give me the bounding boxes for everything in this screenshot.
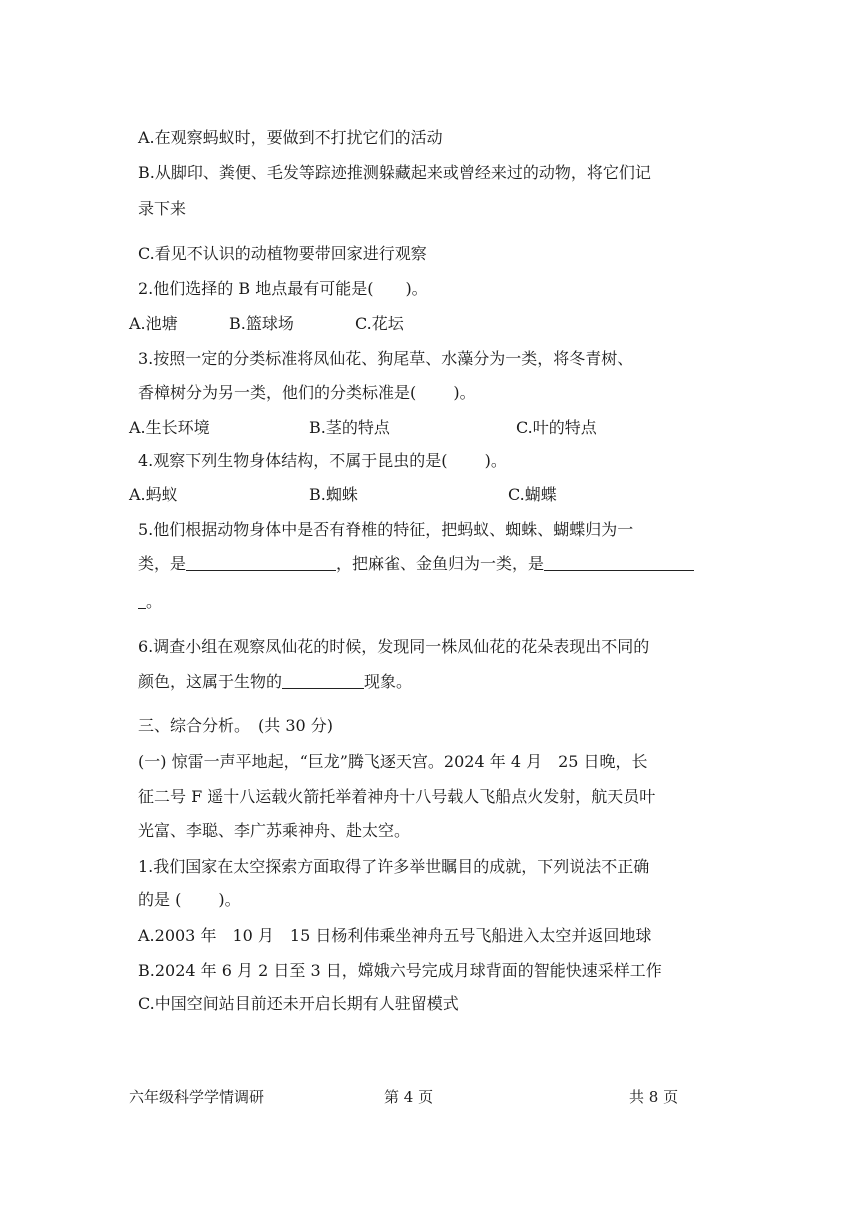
p3-q1-stem-line1: 1.我们国家在太空探索方面取得了许多举世瞩目的成就，下列说法不正确 xyxy=(138,857,650,876)
q5-text-a: 类，是 xyxy=(138,554,187,573)
passage-line2: 征二号 F 遥十八运载火箭托举着神舟十八号载人飞船点火发射，航天员叶 xyxy=(138,787,656,806)
p3-q1-stem-line2: 的是 ( )。 xyxy=(138,890,241,909)
answer-blank-tail xyxy=(138,592,146,609)
p3-q1-option-b: B.2024 年 6 月 2 日至 3 日，嫦娥六号完成月球背面的智能快速采样工作 xyxy=(138,961,662,980)
q1-option-c: C.看见不认识的动植物要带回家进行观察 xyxy=(138,244,427,263)
q3-stem-line1: 3.按照一定的分类标准将凤仙花、狗尾草、水藻分为一类，将冬青树、 xyxy=(138,349,634,368)
q3-option-a: A.生长环境 xyxy=(129,418,210,437)
section-heading: 三、综合分析。 (共 30 分) xyxy=(138,716,334,735)
answer-blank xyxy=(186,554,336,571)
q4-option-a: A.蚂蚁 xyxy=(129,485,178,504)
q4-option-c: C.蝴蝶 xyxy=(508,485,557,504)
passage-line1: (一) 惊雷一声平地起，“巨龙”腾飞逐天宫。2024 年 4 月 25 日晚，长 xyxy=(138,752,648,771)
q2-stem: 2.他们选择的 B 地点最有可能是( )。 xyxy=(138,279,428,298)
q5-end-punct: 。 xyxy=(146,592,163,611)
p3-q1-option-c: C.中国空间站目前还未开启长期有人驻留模式 xyxy=(138,994,459,1013)
q1-option-a: A.在观察蚂蚁时，要做到不打扰它们的活动 xyxy=(138,128,443,147)
footer-page-number: 第 4 页 xyxy=(384,1088,434,1106)
q6-line2 xyxy=(138,671,412,693)
q3-option-c: C.叶的特点 xyxy=(516,418,597,437)
passage-line3: 光富、李聪、李广苏乘神舟、赴太空。 xyxy=(138,821,411,840)
q5-text-b: ，把麻雀、金鱼归为一类，是 xyxy=(336,554,545,573)
q6-text-b: 现象。 xyxy=(364,672,413,691)
answer-blank xyxy=(282,672,364,689)
q2-option-a: A.池塘 xyxy=(129,314,178,333)
q2-option-c: C.花坛 xyxy=(355,314,404,333)
q5-line3 xyxy=(138,591,162,613)
q1-option-b-line2: 录下来 xyxy=(138,199,187,218)
q6-text-a: 颜色，这属于生物的 xyxy=(138,672,283,691)
q5-line1: 5.他们根据动物身体中是否有脊椎的特征，把蚂蚁、蜘蛛、蝴蝶归为一 xyxy=(138,520,634,539)
answer-blank xyxy=(544,554,694,571)
q6-line1: 6.调查小组在观察凤仙花的时候，发现同一株凤仙花的花朵表现出不同的 xyxy=(138,637,650,656)
q5-line2 xyxy=(138,553,694,575)
footer-total-pages: 共 8 页 xyxy=(629,1088,679,1106)
p3-q1-option-a: A.2003 年 10 月 15 日杨利伟乘坐神舟五号飞船进入太空并返回地球 xyxy=(138,926,652,945)
q2-option-b: B.篮球场 xyxy=(229,314,294,333)
q1-option-b-line1: B.从脚印、粪便、毛发等踪迹推测躲藏起来或曾经来过的动物，将它们记 xyxy=(138,163,651,182)
q4-stem: 4.观察下列生物身体结构，不属于昆虫的是( )。 xyxy=(138,451,507,470)
q4-option-b: B.蜘蛛 xyxy=(309,485,358,504)
footer-title: 六年级科学学情调研 xyxy=(129,1088,265,1106)
q3-option-b: B.茎的特点 xyxy=(309,418,390,437)
q3-stem-line2: 香樟树分为另一类，他们的分类标准是( )。 xyxy=(138,383,476,402)
